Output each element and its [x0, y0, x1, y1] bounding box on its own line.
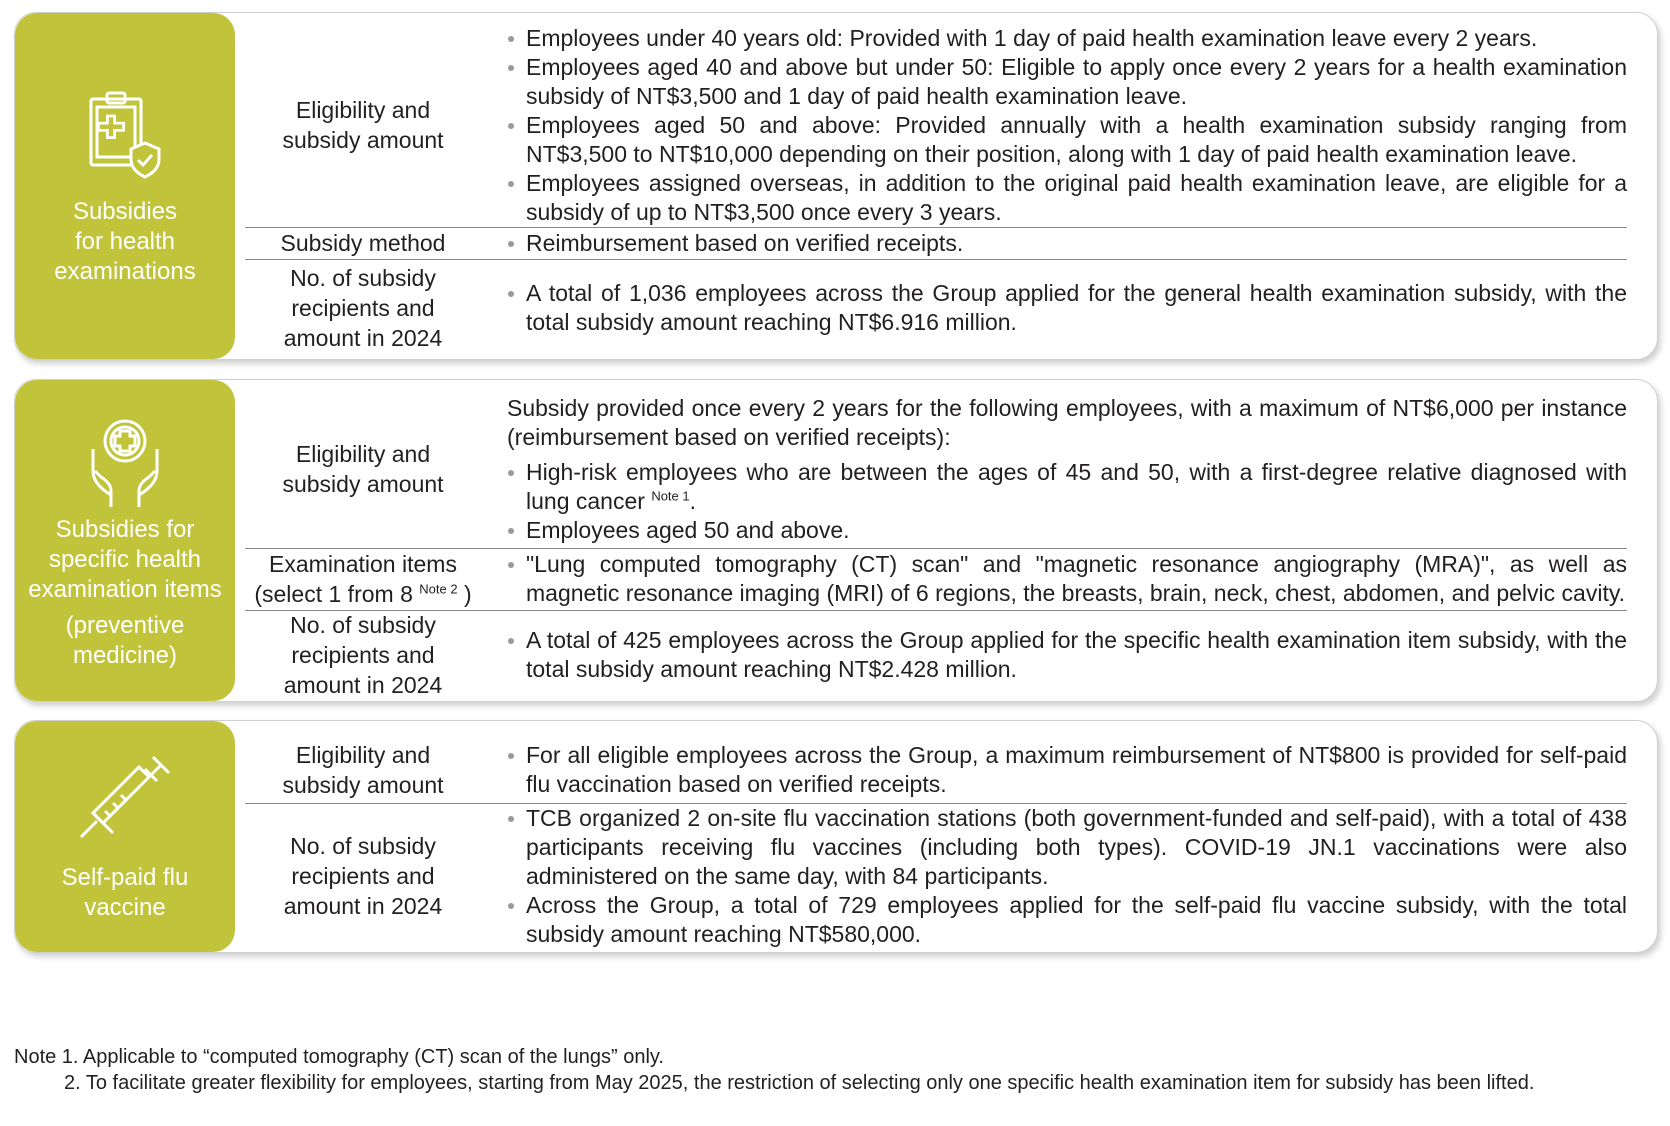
label-end: ): [457, 581, 472, 607]
list-item: Employees assigned overseas, in addition to the original paid health examination leave, are eligible for a subsidy of up to NT$3,500 once every 3 years.: [507, 169, 1627, 227]
row-label: Eligibility and subsidy amount: [282, 742, 444, 798]
row-exam-items: [245, 548, 1627, 611]
row-content: [507, 548, 1627, 610]
row-label: Eligibility and subsidy amount: [282, 441, 444, 497]
row-eligibility: [245, 737, 1627, 804]
list-item: Reimbursement based on verified receipts.: [507, 229, 1627, 258]
row-content: [507, 260, 1627, 356]
section-title: Subsidies for health examinations: [54, 198, 196, 285]
row-label: Eligibility and subsidy amount: [282, 97, 444, 153]
row-content: [507, 804, 1627, 948]
item-end: .: [689, 487, 697, 514]
row-label: No. of subsidy recipients and amount in 2024: [283, 612, 443, 698]
health-exam-subsidy-card: [14, 12, 1658, 360]
list-item: TCB organized 2 on-site flu vaccination stations (both government-funded and self-paid), with a total of 438 participants receiving flu vaccines (including both types). COVID-19 JN.1 vaccinations were also administered on the same day, with 84 participants.: [507, 804, 1627, 891]
row-content: [507, 737, 1627, 803]
note-2: 2. To facilitate greater flexibility for employees, starting from May 2025, the restriction of selecting only one specific health examination item for subsidy has been lifted.: [64, 1072, 1535, 1094]
list-item: For all eligible employees across the Group, a maximum reimbursement of NT$800 is provided for self-paid flu vaccination based on verified receipts.: [507, 741, 1627, 799]
row-label: No. of subsidy recipients and amount in 2024: [283, 265, 443, 351]
label-text: Examination items (select 1 from 8: [254, 551, 457, 607]
list-item: Employees aged 40 and above but under 50: Eligible to apply once every 2 years for a health examination subsidy of NT$3,500 and 1 day of paid health examination leave.: [507, 53, 1627, 111]
section-subtitle: (preventive medicine): [65, 611, 185, 669]
list-item: A total of 1,036 employees across the Group applied for the general health examination subsidy, with the total subsidy amount reaching NT$6.916 million.: [507, 279, 1627, 337]
row-content: [507, 390, 1627, 548]
clipboard-shield-icon: [75, 85, 175, 185]
row-eligibility: [245, 390, 1627, 549]
row-subsidy-method: [245, 227, 1627, 260]
list-item: Employees aged 50 and above.: [507, 516, 1627, 545]
section-header: [15, 380, 235, 701]
section-header: [15, 721, 235, 952]
row-content: [507, 611, 1627, 699]
intro-text: Subsidy provided once every 2 years for the following employees, with a maximum of NT$6,000 per instance (reimbursement based on verified receipts):: [507, 394, 1627, 450]
row-label: Subsidy method: [280, 230, 446, 256]
row-content: [507, 227, 1627, 259]
row-label: [245, 548, 481, 610]
row-label: No. of subsidy recipients and amount in 2024: [283, 833, 443, 919]
section-header: [15, 13, 235, 359]
row-content: [507, 23, 1627, 227]
section-title: Subsidies for specific health examination items: [28, 515, 222, 603]
note-1: Note 1. Applicable to “computed tomography (CT) scan of the lungs” only.: [14, 1046, 664, 1068]
footnotes: [14, 1044, 1656, 1096]
list-item: [507, 458, 1627, 516]
row-recipients: [245, 611, 1627, 699]
footnote-ref: Note 1: [651, 487, 690, 503]
list-item: Across the Group, a total of 729 employees applied for the self-paid flu vaccine subsidy, with the total subsidy amount reaching NT$580,000.: [507, 891, 1627, 949]
hands-medical-cross-icon: [75, 411, 175, 511]
list-item: Employees under 40 years old: Provided with 1 day of paid health examination leave every 2 years.: [507, 24, 1627, 53]
row-recipients: [245, 260, 1627, 356]
list-item: A total of 425 employees across the Group applied for the specific health examination item subsidy, with the total subsidy amount reaching NT$2.428 million.: [507, 626, 1627, 684]
list-item: Employees aged 50 and above: Provided annually with a health examination subsidy ranging from NT$3,500 to NT$10,000 depending on their position, along with 1 day of paid health examination leave.: [507, 111, 1627, 169]
specific-exam-subsidy-card: [14, 379, 1658, 702]
row-recipients: [245, 804, 1627, 948]
syringe-icon: [75, 751, 175, 851]
section-title: Self-paid flu vaccine: [61, 863, 189, 921]
row-eligibility: [245, 23, 1627, 228]
footnote-ref: Note 2: [419, 581, 458, 597]
list-item: "Lung computed tomography (CT) scan" and "magnetic resonance angiography (MRA)", as well as magnetic resonance imaging (MRI) of 6 regions, the breasts, brain, neck, chest, abdomen, and pelvic cavity.: [507, 550, 1627, 608]
flu-vaccine-subsidy-card: [14, 720, 1658, 953]
item-text: High-risk employees who are between the ages of 45 and 50, with a first-degree relative diagnosed with lung cancer: [526, 458, 1627, 514]
